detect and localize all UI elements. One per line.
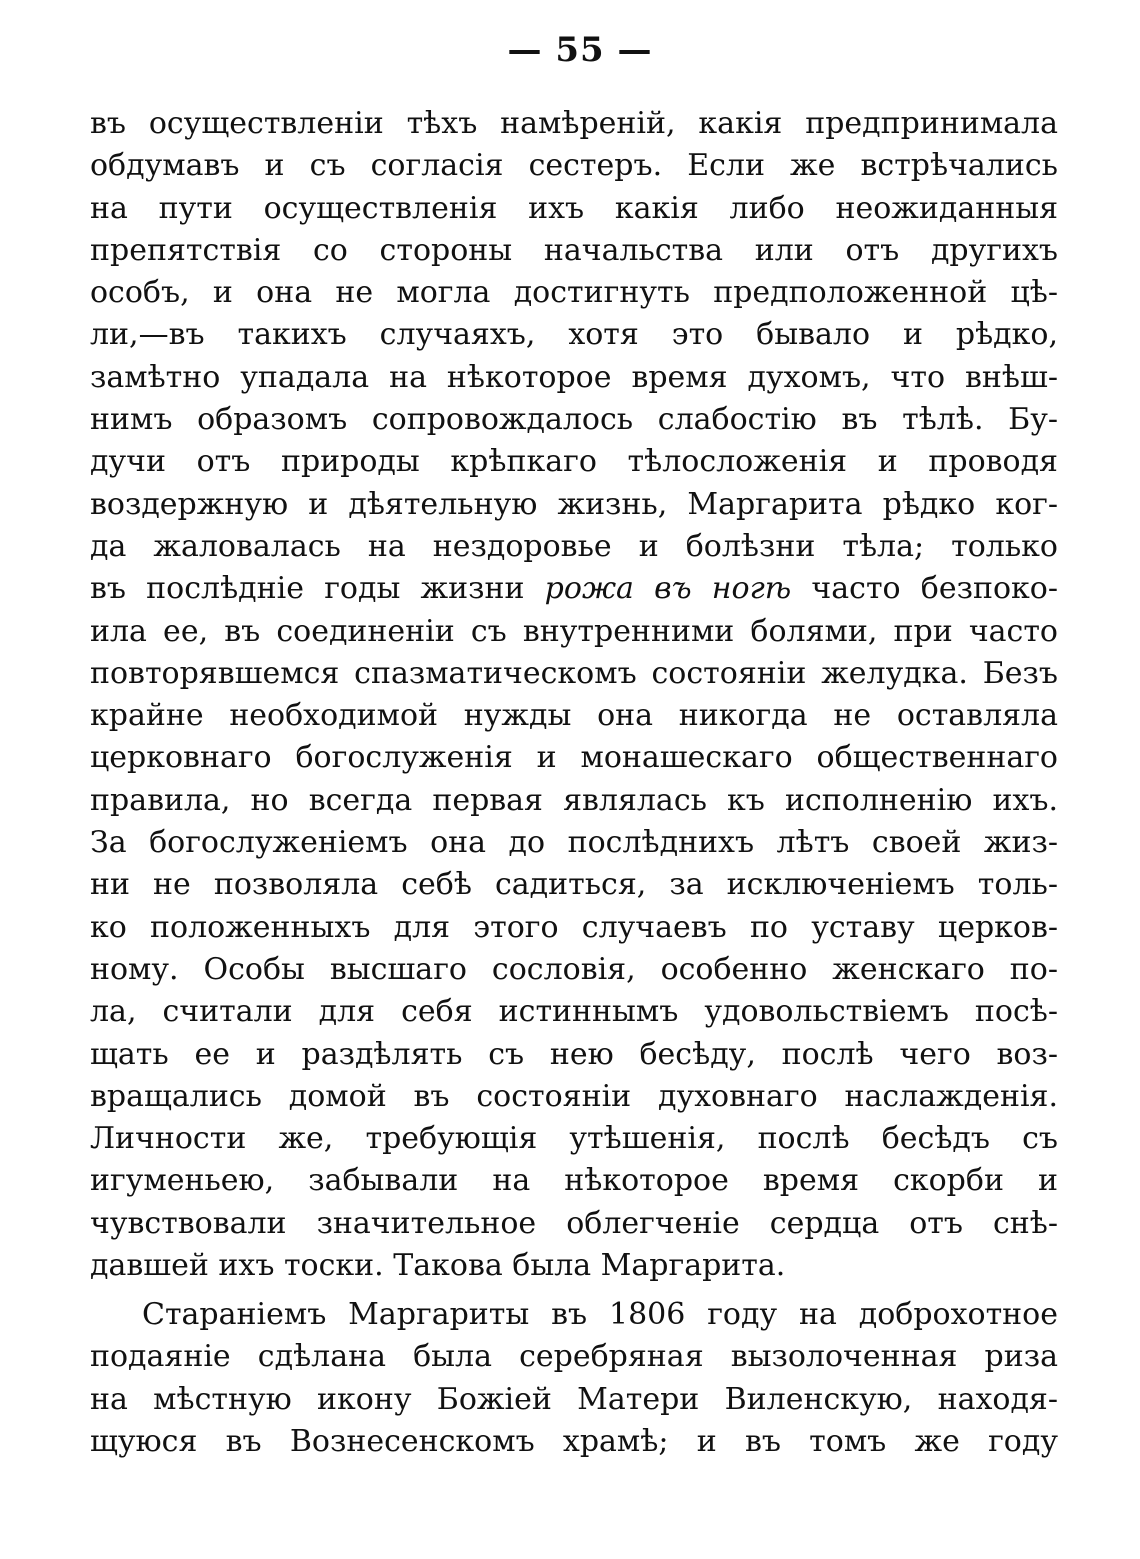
text-line: дучи отъ природы крѣпкаго тѣлосложенія и проводя [90, 444, 1058, 480]
text-line: Личности же, требующія утѣшенія, послѣ бесѣдъ съ [90, 1121, 1058, 1157]
text-line: подаяніе сдѣлана была серебряная вызолоченная риза [90, 1339, 1058, 1375]
text-line: давшей ихъ тоски. Такова была Маргарита. [90, 1248, 786, 1284]
paragraph-1 [90, 103, 1058, 1287]
text-line: За богослуженіемъ она до послѣднихъ лѣтъ своей жиз- [90, 825, 1058, 861]
text-line: обдумавъ и съ согласія сестеръ. Если же встрѣчались [90, 148, 1058, 184]
text-line: да жаловалась на нездоровье и болѣзни тѣла; только [90, 528, 1058, 564]
text-line: ни не позволяла себѣ садиться, за исключеніемъ толь- [90, 867, 1058, 903]
text-line: ко положенныхъ для этого случаевъ по уставу церков- [90, 909, 1058, 945]
text-line: Стараніемъ Маргариты въ 1806 году на доброхотное [142, 1297, 1058, 1332]
text-line: щуюся въ Вознесенскомъ храмѣ; и въ томъ же году [90, 1423, 1058, 1459]
text-line: нимъ образомъ сопровождалось слабостію въ тѣлѣ. Бу- [90, 402, 1058, 438]
text-line: ла, считали для себя истиннымъ удовольствіемъ посѣ- [90, 994, 1058, 1030]
text-segment: часто безпоко- [791, 571, 1058, 607]
text-line: повторявшемся спазматическомъ состояніи желудка. Безъ [90, 655, 1058, 691]
text-line: щать ее и раздѣлять съ нею бесѣду, послѣ чего воз- [90, 1036, 1058, 1072]
text-line: церковнаго богослуженія и монашескаго общественнаго [90, 740, 1058, 776]
text-line: крайне необходимой нужды она никогда не оставляла [90, 698, 1058, 734]
text-line: замѣтно упадала на нѣкоторое время духомъ, что внѣш- [90, 359, 1058, 395]
text-line: вращались домой въ состояніи духовнаго наслажденія. [90, 1078, 1058, 1114]
text-line: на мѣстную икону Божіей Матери Виленскую, находя- [90, 1381, 1058, 1417]
text-line: правила, но всегда первая являлась къ исполненію ихъ. [90, 782, 1058, 818]
text-line: особъ, и она не могла достигнуть предположенной цѣ- [90, 275, 1058, 311]
text-line: на пути осуществленія ихъ какія либо неожиданныя [90, 190, 1058, 226]
text-line: игуменьею, забывали на нѣкоторое время скорби и [90, 1163, 1058, 1199]
page-number: — 55 — [507, 30, 653, 70]
text-line: въ осуществленіи тѣхъ намѣреній, какія предпринимала [90, 106, 1058, 141]
text-line: ному. Особы высшаго сословія, особенно женскаго по- [90, 951, 1058, 987]
text-line: препятствія со стороны начальства или отъ другихъ [90, 232, 1058, 268]
text-line: воздержную и дѣятельную жизнь, Маргарита рѣдко ког- [90, 486, 1058, 522]
text-line: ила ее, въ соединеніи съ внутренними болями, при часто [90, 613, 1058, 649]
paragraph-2 [90, 1294, 1058, 1463]
text-segment: въ послѣдніе годы жизни [90, 571, 545, 607]
text-line [90, 568, 1058, 610]
text-line: ли,—въ такихъ случаяхъ, хотя это бывало и рѣдко, [90, 317, 1058, 353]
text-line: чувствовали значительное облегченіе сердца отъ снѣ- [90, 1205, 1058, 1241]
italic-term: рожа въ ногѣ [544, 571, 792, 607]
